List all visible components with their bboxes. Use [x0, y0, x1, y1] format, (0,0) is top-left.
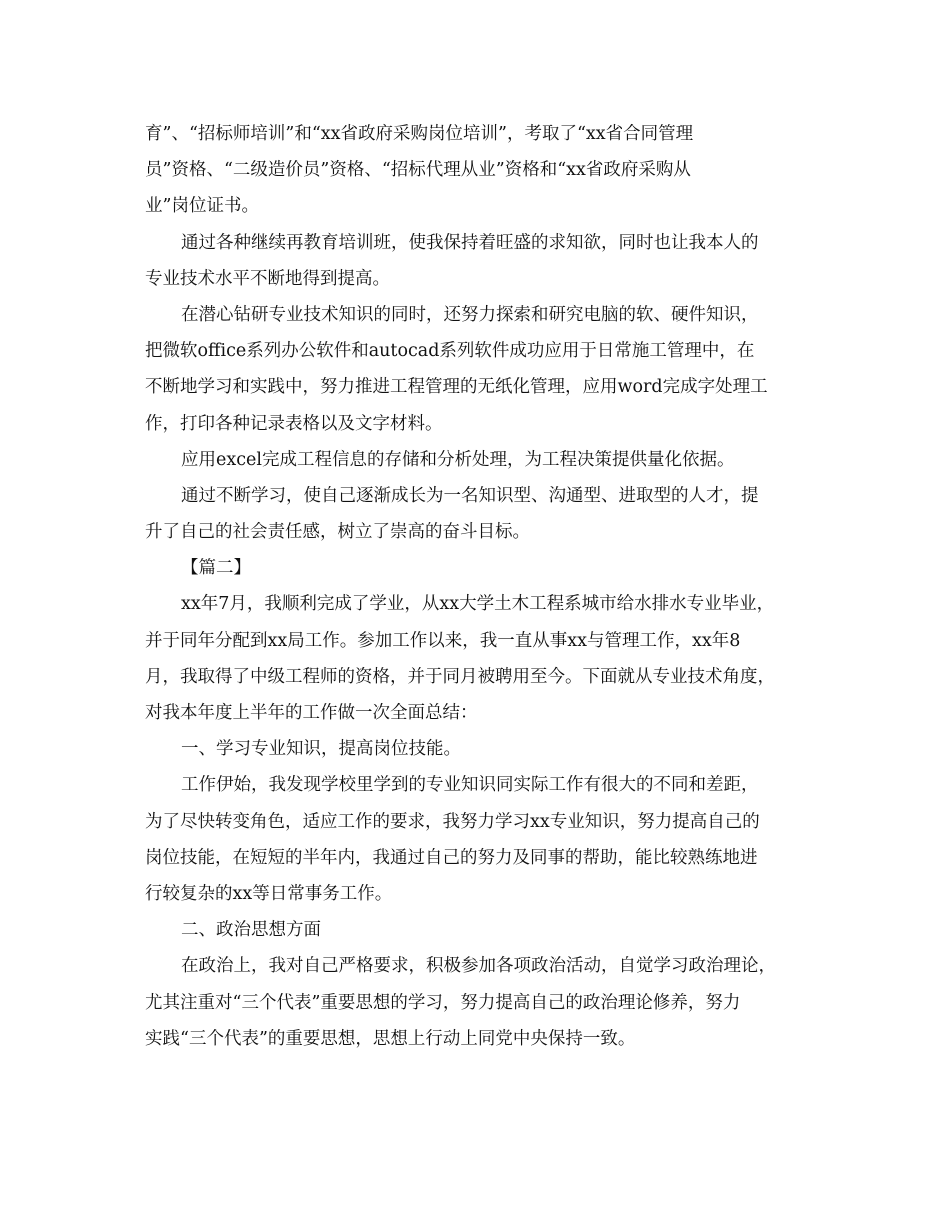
subsection-heading: 一、学习专业知识，提高岗位技能。 — [181, 739, 461, 760]
paragraph-start-line: 工作伊始，我发现学校里学到的专业知识同实际工作有很大的不同和差距， — [181, 775, 759, 796]
text-line: 月，我取得了中级工程师的资格，并于同月被聘用至今。下面就从专业技术角度， — [145, 666, 775, 687]
text-line: 员”资格、“二级造价员”资格、“招标代理从业”资格和“xx省政府采购从 — [145, 160, 691, 181]
paragraph-start-line: xx年7月，我顺利完成了学业，从xx大学土木工程系城市给水排水专业毕业， — [181, 594, 775, 615]
section-heading: 【篇二】 — [181, 558, 251, 579]
text-line: 不断地学习和实践中，努力推进工程管理的无纸化管理，应用word完成字处理工 — [145, 377, 768, 398]
text-line: 实践“三个代表”的重要思想，思想上行动上同党中央保持一致。 — [145, 1028, 636, 1049]
document-body — [145, 116, 825, 1057]
text-line: 行较复杂的xx等日常事务工作。 — [145, 883, 393, 904]
paragraph-start-line: 在潜心钻研专业技术知识的同时，还努力探索和研究电脑的软、硬件知识， — [181, 304, 759, 325]
paragraph-start-line: 应用excel完成工程信息的存储和分析处理，为工程决策提供量化依据。 — [181, 449, 735, 470]
text-line: 尤其注重对“三个代表”重要思想的学习，努力提高自己的政治理论修养，努力 — [145, 992, 741, 1013]
paragraph-start-line: 通过不断学习，使自己逐渐成长为一名知识型、沟通型、进取型的人才，提 — [181, 485, 759, 506]
text-line: 业”岗位证书。 — [145, 196, 259, 217]
paragraph-start-line: 通过各种继续再教育培训班，使我保持着旺盛的求知欲，同时也让我本人的 — [181, 232, 759, 253]
text-line: 升了自己的社会责任感，树立了崇高的奋斗目标。 — [145, 522, 530, 543]
paragraph-start-line: 在政治上，我对自己严格要求，积极参加各项政治活动，自觉学习政治理论， — [181, 956, 776, 977]
subsection-heading: 二、政治思想方面 — [181, 920, 321, 941]
text-line: 作，打印各种记录表格以及文字材料。 — [145, 413, 443, 434]
text-line: 育”、“招标师培训”和“xx省政府采购岗位培训”，考取了“xx省合同管理 — [145, 124, 694, 144]
text-line: 对我本年度上半年的工作做一次全面总结： — [145, 703, 478, 723]
text-line: 为了尽快转变角色，适应工作的要求，我努力学习xx专业知识，努力提高自己的 — [145, 811, 760, 832]
text-line: 并于同年分配到xx局工作。参加工作以来，我一直从事xx与管理工作，xx年8 — [145, 630, 741, 651]
text-line: 把微软office系列办公软件和autocad系列软件成功应用于日常施工管理中，在 — [145, 341, 755, 362]
text-line: 专业技术水平不断地得到提高。 — [145, 268, 390, 289]
text-line: 岗位技能，在短短的半年内，我通过自己的努力及同事的帮助，能比较熟练地进 — [145, 847, 758, 868]
